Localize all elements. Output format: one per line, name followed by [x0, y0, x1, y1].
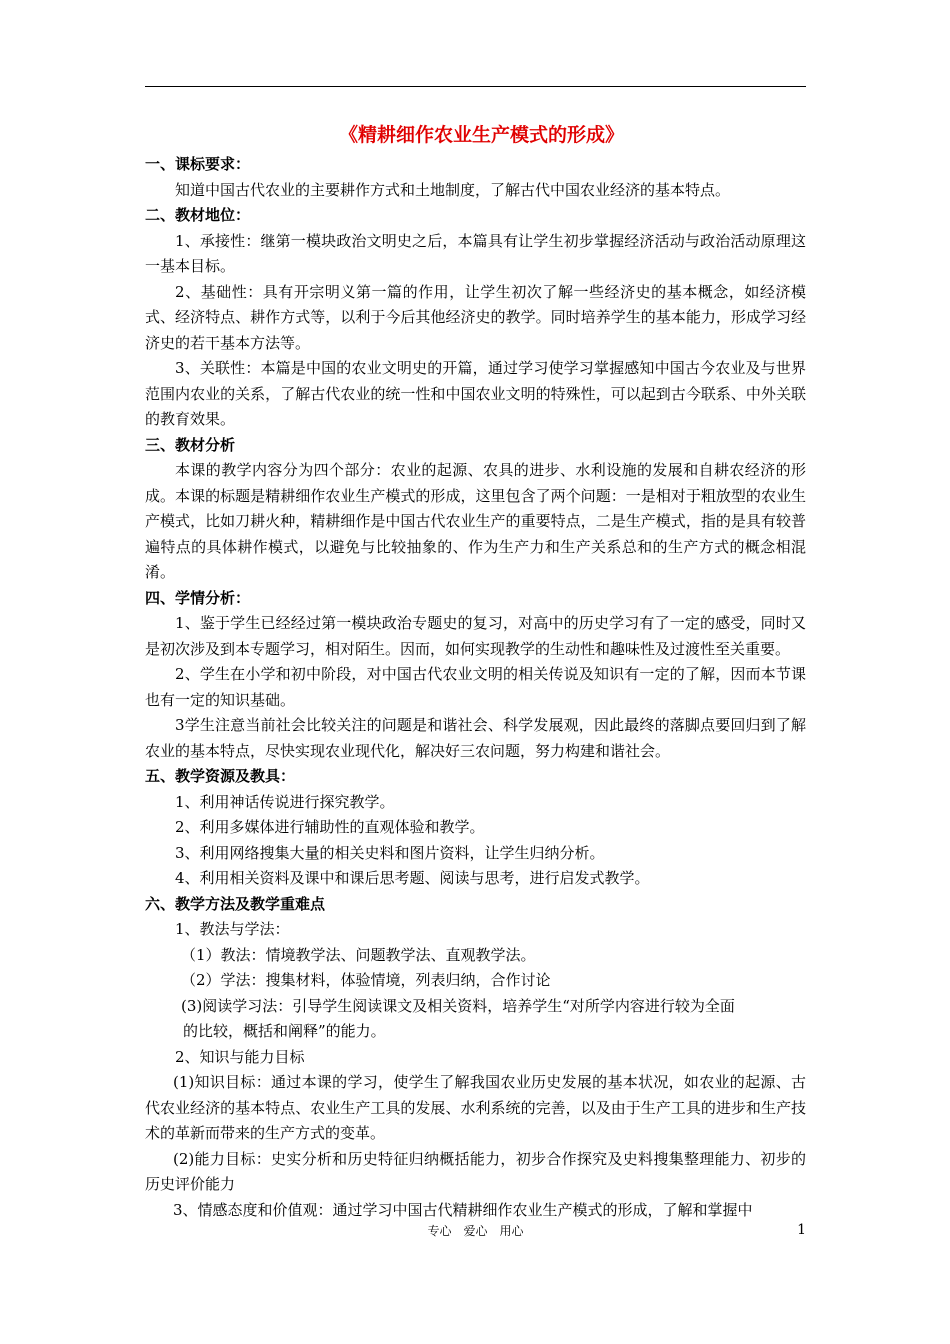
subheading: 1、教法与学法： [175, 920, 290, 938]
list-item: 4、利用相关资料及课中和课后思考题、阅读与思考，进行启发式教学。 [175, 869, 650, 887]
subheading: 2、知识与能力目标 [175, 1047, 305, 1066]
section-heading: 二、教材地位： [145, 206, 251, 224]
list-item: 3、利用网络搜集大量的相关史料和图片资料，让学生归纳分析。 [175, 843, 605, 862]
section-textbook-analysis [145, 433, 806, 586]
list-item: （1）教法：情境教学法、问题教学法、直观教学法。 [181, 945, 536, 964]
header-rule [145, 86, 806, 87]
page-number: 1 [797, 1222, 806, 1238]
list-item: (3)阅读学习法：引导学生阅读课文及相关资料，培养学生“对所学内容进行较为全面 [181, 996, 735, 1015]
section-heading: 六、教学方法及教学重难点 [145, 894, 326, 913]
section-heading: 四、学情分析： [145, 588, 251, 607]
section-course-standard [145, 152, 806, 203]
paragraph: 2、基础性：具有开宗明义第一篇的作用，让学生初次了解一些经济史的基本概念，如经济模式、经济特点、耕作方式等，以利于今后其他经济史的教学。同时培养学生的基本能力，形成学习经济史的若干基本方法等。 [145, 282, 806, 352]
section-teaching-resources [145, 764, 806, 892]
list-item: 1、利用神话传说进行探究教学。 [175, 792, 395, 811]
paragraph: 3、情感态度和价值观：通过学习中国古代精耕细作农业生产模式的形成，了解和掌握中 [173, 1200, 753, 1219]
paragraph: 2、学生在小学和初中阶段，对中国古代农业文明的相关传说及知识有一定的了解，因而本节课也有一定的知识基础。 [145, 665, 806, 709]
section-teaching-methods [145, 892, 806, 1224]
document-title: 《精耕细作农业生产模式的形成》 [338, 124, 624, 146]
section-student-analysis [145, 586, 806, 765]
paragraph: 3、关联性：本篇是中国的农业文明史的开篇，通过学习使学习掌握感知中国古今农业及与世界范围内农业的关系，了解古代农业的统一性和中国农业文明的特殊性，可以起到古今联系、中外关联的教育效果。 [145, 359, 806, 428]
paragraph: 知道中国古代农业的主要耕作方式和土地制度，了解古代中国农业经济的基本特点。 [175, 180, 731, 199]
section-heading: 五、教学资源及教具： [145, 767, 296, 785]
section-textbook-position [145, 203, 806, 433]
paragraph: 3学生注意当前社会比较关注的问题是和谐社会、科学发展观，因此最终的落脚点要回归到了解农业的基本特点，尽快实现农业现代化，解决好三农问题，努力构建和谐社会。 [145, 716, 806, 760]
section-heading: 一、课标要求： [145, 155, 251, 173]
list-item-continuation: 的比较，概括和阐释”的能力。 [183, 1022, 386, 1040]
list-item: （2）学法：搜集材料，体验情境，列表归纳，合作讨论 [181, 971, 551, 989]
list-item: 2、利用多媒体进行辅助性的直观体验和教学。 [175, 818, 485, 836]
paragraph: (1)知识目标：通过本课的学习，使学生了解我国农业历史发展的基本状况，如农业的起源、古代农业经济的基本特点、农业生产工具的发展、水利系统的完善，以及由于生产工具的进步和生产技术的革新而带来的生产方式的变革。 [145, 1073, 806, 1142]
footer-motto: 专心 爱心 用心 [427, 1224, 524, 1238]
document-body [145, 118, 806, 1223]
paragraph: (2)能力目标：史实分析和历史特征归纳概括能力，初步合作探究及史料搜集整理能力、初步的历史评价能力 [145, 1149, 806, 1193]
paragraph: 1、鉴于学生已经经过第一模块政治专题史的复习，对高中的历史学习有了一定的感受，同时又是初次涉及到本专题学习，相对陌生。因而，如何实现教学的生动性和趣味性及过渡性至关重要。 [145, 614, 806, 658]
paragraph: 本课的教学内容分为四个部分：农业的起源、农具的进步、水利设施的发展和自耕农经济的形成。本课的标题是精耕细作农业生产模式的形成，这里包含了两个问题：一是相对于粗放型的农业生产模式，比如刀耕火种，精耕细作是中国古代农业生产的重要特点，二是生产模式，指的是具有较普遍特点的具体耕作模式，以避免与比较抽象的、作为生产力和生产关系总和的生产方式的概念相混淆。 [145, 461, 806, 581]
paragraph: 1、承接性：继第一模块政治文明史之后，本篇具有让学生初步掌握经济活动与政治活动原理这一基本目标。 [145, 231, 806, 275]
section-heading: 三、教材分析 [145, 435, 236, 454]
